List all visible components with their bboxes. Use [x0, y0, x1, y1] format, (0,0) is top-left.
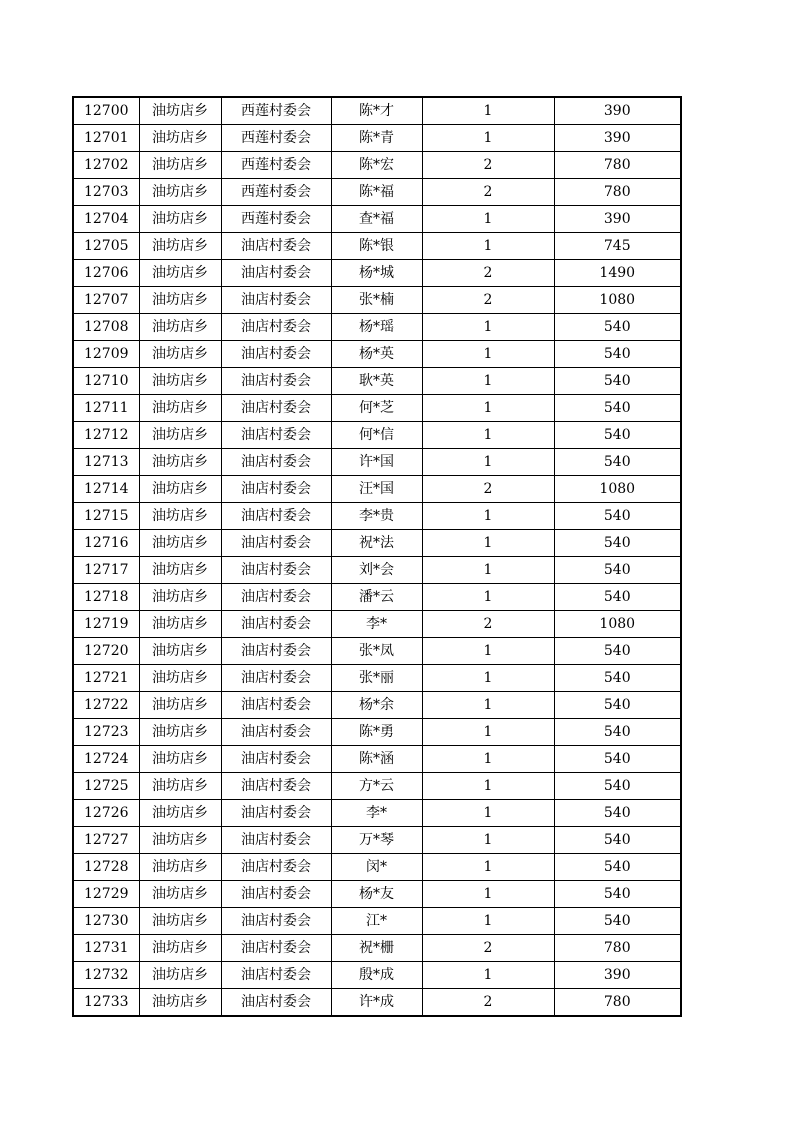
cell-township: 油坊店乡: [139, 854, 221, 881]
cell-township: 油坊店乡: [139, 881, 221, 908]
table-row: [73, 719, 681, 746]
cell-village: 油店村委会: [221, 611, 331, 638]
cell-township: 油坊店乡: [139, 800, 221, 827]
cell-village: 油店村委会: [221, 935, 331, 962]
cell-amount: 1490: [554, 260, 681, 287]
cell-name: 殷*成: [331, 962, 422, 989]
cell-village: 油店村委会: [221, 692, 331, 719]
cell-id: 12701: [73, 125, 139, 152]
cell-amount: 780: [554, 179, 681, 206]
table-row: [73, 746, 681, 773]
cell-name: 许*成: [331, 989, 422, 1017]
cell-amount: 1080: [554, 287, 681, 314]
cell-township: 油坊店乡: [139, 449, 221, 476]
cell-township: 油坊店乡: [139, 341, 221, 368]
cell-township: 油坊店乡: [139, 476, 221, 503]
cell-id: 12726: [73, 800, 139, 827]
cell-id: 12712: [73, 422, 139, 449]
cell-count: 1: [422, 233, 554, 260]
table-row: [73, 557, 681, 584]
table-row: [73, 97, 681, 125]
table-row: [73, 314, 681, 341]
cell-township: 油坊店乡: [139, 746, 221, 773]
cell-count: 2: [422, 179, 554, 206]
table-row: [73, 773, 681, 800]
cell-amount: 540: [554, 395, 681, 422]
cell-township: 油坊店乡: [139, 152, 221, 179]
cell-id: 12706: [73, 260, 139, 287]
cell-village: 西莲村委会: [221, 152, 331, 179]
cell-township: 油坊店乡: [139, 665, 221, 692]
cell-amount: 745: [554, 233, 681, 260]
cell-township: 油坊店乡: [139, 233, 221, 260]
cell-township: 油坊店乡: [139, 206, 221, 233]
cell-village: 油店村委会: [221, 584, 331, 611]
cell-id: 12718: [73, 584, 139, 611]
cell-count: 1: [422, 638, 554, 665]
cell-count: 1: [422, 314, 554, 341]
cell-id: 12719: [73, 611, 139, 638]
cell-village: 油店村委会: [221, 557, 331, 584]
cell-amount: 540: [554, 557, 681, 584]
cell-name: 方*云: [331, 773, 422, 800]
cell-township: 油坊店乡: [139, 827, 221, 854]
table-row: [73, 584, 681, 611]
cell-name: 汪*国: [331, 476, 422, 503]
table-row: [73, 206, 681, 233]
cell-count: 1: [422, 908, 554, 935]
cell-name: 张*凤: [331, 638, 422, 665]
table-row: [73, 422, 681, 449]
cell-count: 1: [422, 449, 554, 476]
cell-name: 陈*才: [331, 97, 422, 125]
cell-village: 油店村委会: [221, 530, 331, 557]
cell-township: 油坊店乡: [139, 935, 221, 962]
table-row: [73, 152, 681, 179]
cell-amount: 540: [554, 908, 681, 935]
cell-name: 李*: [331, 800, 422, 827]
cell-count: 1: [422, 692, 554, 719]
cell-id: 12721: [73, 665, 139, 692]
table-row: [73, 530, 681, 557]
cell-id: 12711: [73, 395, 139, 422]
cell-id: 12731: [73, 935, 139, 962]
cell-id: 12732: [73, 962, 139, 989]
cell-count: 1: [422, 584, 554, 611]
cell-township: 油坊店乡: [139, 530, 221, 557]
cell-township: 油坊店乡: [139, 773, 221, 800]
cell-amount: 540: [554, 584, 681, 611]
cell-village: 油店村委会: [221, 314, 331, 341]
table-row: [73, 665, 681, 692]
cell-name: 陈*青: [331, 125, 422, 152]
cell-village: 油店村委会: [221, 989, 331, 1017]
cell-count: 1: [422, 97, 554, 125]
cell-id: 12705: [73, 233, 139, 260]
cell-village: 油店村委会: [221, 665, 331, 692]
cell-id: 12704: [73, 206, 139, 233]
cell-village: 油店村委会: [221, 395, 331, 422]
cell-name: 杨*城: [331, 260, 422, 287]
table-row: [73, 449, 681, 476]
cell-count: 1: [422, 503, 554, 530]
cell-name: 杨*友: [331, 881, 422, 908]
table-row: [73, 287, 681, 314]
cell-village: 油店村委会: [221, 908, 331, 935]
cell-amount: 390: [554, 125, 681, 152]
cell-amount: 540: [554, 746, 681, 773]
table-row: [73, 638, 681, 665]
table-row: [73, 692, 681, 719]
cell-township: 油坊店乡: [139, 395, 221, 422]
cell-name: 陈*福: [331, 179, 422, 206]
cell-amount: 540: [554, 314, 681, 341]
cell-village: 油店村委会: [221, 476, 331, 503]
cell-amount: 540: [554, 665, 681, 692]
cell-count: 1: [422, 530, 554, 557]
table-row: [73, 395, 681, 422]
cell-amount: 780: [554, 152, 681, 179]
cell-id: 12707: [73, 287, 139, 314]
cell-amount: 540: [554, 773, 681, 800]
cell-township: 油坊店乡: [139, 260, 221, 287]
cell-id: 12733: [73, 989, 139, 1017]
cell-township: 油坊店乡: [139, 962, 221, 989]
cell-count: 1: [422, 719, 554, 746]
cell-count: 1: [422, 341, 554, 368]
cell-village: 油店村委会: [221, 854, 331, 881]
cell-name: 祝*栅: [331, 935, 422, 962]
table-row: [73, 179, 681, 206]
cell-name: 刘*会: [331, 557, 422, 584]
table-row: [73, 827, 681, 854]
cell-village: 西莲村委会: [221, 125, 331, 152]
cell-amount: 1080: [554, 611, 681, 638]
cell-village: 油店村委会: [221, 422, 331, 449]
cell-count: 1: [422, 800, 554, 827]
cell-id: 12724: [73, 746, 139, 773]
cell-village: 油店村委会: [221, 638, 331, 665]
table-row: [73, 908, 681, 935]
table-row: [73, 962, 681, 989]
cell-id: 12710: [73, 368, 139, 395]
cell-township: 油坊店乡: [139, 314, 221, 341]
cell-township: 油坊店乡: [139, 908, 221, 935]
cell-id: 12713: [73, 449, 139, 476]
cell-name: 张*楠: [331, 287, 422, 314]
cell-name: 陈*银: [331, 233, 422, 260]
table-row: [73, 800, 681, 827]
table-body: [73, 97, 681, 1016]
table-row: [73, 989, 681, 1017]
cell-name: 耿*英: [331, 368, 422, 395]
cell-count: 1: [422, 395, 554, 422]
cell-id: 12720: [73, 638, 139, 665]
cell-township: 油坊店乡: [139, 503, 221, 530]
cell-id: 12716: [73, 530, 139, 557]
cell-name: 潘*云: [331, 584, 422, 611]
cell-township: 油坊店乡: [139, 422, 221, 449]
cell-name: 杨*英: [331, 341, 422, 368]
cell-count: 2: [422, 287, 554, 314]
cell-id: 12723: [73, 719, 139, 746]
table-row: [73, 611, 681, 638]
cell-id: 12730: [73, 908, 139, 935]
cell-village: 油店村委会: [221, 341, 331, 368]
cell-count: 1: [422, 125, 554, 152]
cell-id: 12725: [73, 773, 139, 800]
cell-id: 12708: [73, 314, 139, 341]
cell-count: 1: [422, 557, 554, 584]
cell-amount: 1080: [554, 476, 681, 503]
cell-village: 油店村委会: [221, 449, 331, 476]
cell-amount: 540: [554, 341, 681, 368]
cell-id: 12727: [73, 827, 139, 854]
cell-count: 2: [422, 476, 554, 503]
cell-name: 杨*瑶: [331, 314, 422, 341]
cell-count: 2: [422, 260, 554, 287]
cell-township: 油坊店乡: [139, 584, 221, 611]
cell-township: 油坊店乡: [139, 611, 221, 638]
cell-village: 西莲村委会: [221, 97, 331, 125]
cell-id: 12714: [73, 476, 139, 503]
cell-count: 1: [422, 827, 554, 854]
cell-township: 油坊店乡: [139, 638, 221, 665]
cell-village: 油店村委会: [221, 962, 331, 989]
cell-name: 张*丽: [331, 665, 422, 692]
cell-amount: 540: [554, 368, 681, 395]
cell-name: 查*福: [331, 206, 422, 233]
cell-township: 油坊店乡: [139, 989, 221, 1017]
cell-amount: 540: [554, 827, 681, 854]
cell-id: 12717: [73, 557, 139, 584]
cell-name: 李*: [331, 611, 422, 638]
cell-village: 油店村委会: [221, 800, 331, 827]
table-row: [73, 503, 681, 530]
cell-amount: 540: [554, 422, 681, 449]
table-row: [73, 260, 681, 287]
cell-village: 油店村委会: [221, 368, 331, 395]
cell-amount: 540: [554, 881, 681, 908]
cell-amount: 540: [554, 692, 681, 719]
cell-name: 李*贵: [331, 503, 422, 530]
cell-township: 油坊店乡: [139, 692, 221, 719]
cell-name: 祝*法: [331, 530, 422, 557]
table-row: [73, 341, 681, 368]
cell-name: 何*芝: [331, 395, 422, 422]
table-row: [73, 935, 681, 962]
cell-id: 12700: [73, 97, 139, 125]
data-table: [72, 96, 682, 1017]
cell-village: 油店村委会: [221, 260, 331, 287]
table-row: [73, 854, 681, 881]
cell-village: 油店村委会: [221, 287, 331, 314]
table-row: [73, 476, 681, 503]
cell-count: 2: [422, 989, 554, 1017]
cell-name: 陈*涵: [331, 746, 422, 773]
cell-name: 闵*: [331, 854, 422, 881]
cell-count: 1: [422, 206, 554, 233]
cell-township: 油坊店乡: [139, 125, 221, 152]
cell-village: 油店村委会: [221, 503, 331, 530]
cell-township: 油坊店乡: [139, 719, 221, 746]
table-row: [73, 881, 681, 908]
cell-village: 油店村委会: [221, 233, 331, 260]
cell-amount: 540: [554, 530, 681, 557]
cell-name: 杨*余: [331, 692, 422, 719]
cell-id: 12702: [73, 152, 139, 179]
cell-village: 油店村委会: [221, 881, 331, 908]
cell-township: 油坊店乡: [139, 97, 221, 125]
cell-township: 油坊店乡: [139, 179, 221, 206]
cell-name: 何*信: [331, 422, 422, 449]
cell-township: 油坊店乡: [139, 287, 221, 314]
cell-name: 万*琴: [331, 827, 422, 854]
cell-name: 陈*宏: [331, 152, 422, 179]
cell-count: 1: [422, 368, 554, 395]
cell-village: 西莲村委会: [221, 179, 331, 206]
cell-count: 1: [422, 746, 554, 773]
cell-count: 1: [422, 962, 554, 989]
cell-amount: 540: [554, 854, 681, 881]
cell-id: 12703: [73, 179, 139, 206]
cell-village: 油店村委会: [221, 746, 331, 773]
cell-id: 12715: [73, 503, 139, 530]
cell-name: 陈*勇: [331, 719, 422, 746]
cell-amount: 540: [554, 800, 681, 827]
cell-count: 1: [422, 665, 554, 692]
cell-count: 1: [422, 422, 554, 449]
cell-amount: 540: [554, 449, 681, 476]
cell-township: 油坊店乡: [139, 368, 221, 395]
cell-name: 许*国: [331, 449, 422, 476]
cell-village: 油店村委会: [221, 719, 331, 746]
cell-count: 1: [422, 773, 554, 800]
cell-amount: 540: [554, 503, 681, 530]
cell-township: 油坊店乡: [139, 557, 221, 584]
cell-count: 2: [422, 611, 554, 638]
cell-amount: 390: [554, 962, 681, 989]
cell-count: 2: [422, 935, 554, 962]
table-row: [73, 233, 681, 260]
cell-id: 12729: [73, 881, 139, 908]
table-row: [73, 125, 681, 152]
cell-amount: 540: [554, 719, 681, 746]
cell-count: 2: [422, 152, 554, 179]
cell-amount: 780: [554, 989, 681, 1017]
cell-id: 12722: [73, 692, 139, 719]
cell-count: 1: [422, 881, 554, 908]
cell-village: 油店村委会: [221, 827, 331, 854]
cell-count: 1: [422, 854, 554, 881]
cell-amount: 780: [554, 935, 681, 962]
cell-id: 12709: [73, 341, 139, 368]
cell-amount: 390: [554, 97, 681, 125]
cell-id: 12728: [73, 854, 139, 881]
cell-amount: 390: [554, 206, 681, 233]
cell-village: 西莲村委会: [221, 206, 331, 233]
cell-amount: 540: [554, 638, 681, 665]
table-row: [73, 368, 681, 395]
cell-name: 江*: [331, 908, 422, 935]
cell-village: 油店村委会: [221, 773, 331, 800]
